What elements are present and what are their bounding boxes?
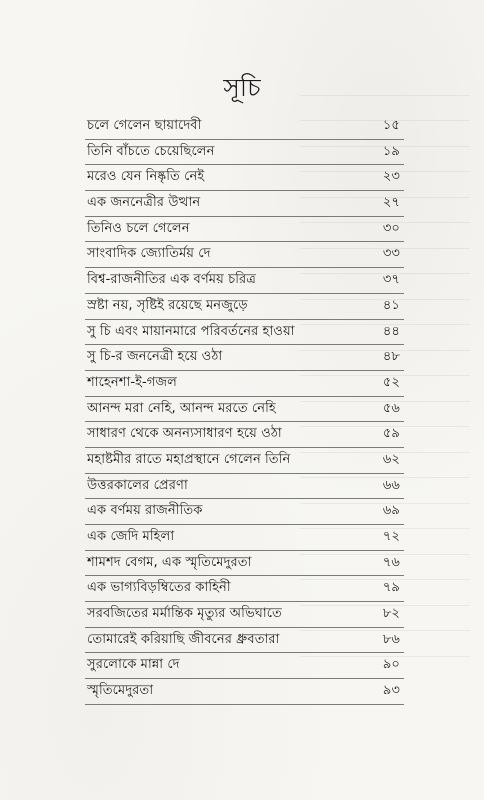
table-of-contents (85, 114, 404, 705)
toc-entry (85, 191, 404, 217)
toc-entry-page-number: ৭৯ (382, 580, 400, 596)
toc-entry-title: মহাষ্টমীর রাতে মহাপ্রস্থানে গেলেন তিনি (87, 451, 291, 467)
toc-entry-title: সু চি-র জননেত্রী হয়ে ওঠা (87, 349, 223, 365)
toc-entry-title: শামশদ বেগম, এক স্মৃতিমেদুরতা (87, 554, 252, 570)
toc-entry (85, 268, 404, 294)
toc-entry-page-number: ৫৬ (382, 400, 400, 416)
toc-entry-title: সুরলোকে মান্না দে (87, 657, 180, 673)
toc-entry (85, 165, 404, 191)
page-title: সূচি (223, 73, 261, 102)
toc-entry-page-number: ৩৩ (382, 246, 400, 262)
toc-entry (85, 628, 404, 654)
toc-entry-page-number: ৪৮ (382, 349, 400, 365)
toc-entry-title: স্মৃতিমেদুরতা (87, 683, 154, 699)
toc-entry-title: এক জেদি মহিলা (87, 529, 175, 544)
toc-entry (85, 320, 404, 346)
toc-entry-page-number: ৯০ (382, 657, 400, 673)
toc-entry-page-number: ৪৪ (382, 323, 400, 339)
toc-entry-title: এক ভাগ্যবিড়ম্বিতের কাহিনী (87, 580, 231, 596)
toc-entry-page-number: ৮২ (382, 606, 400, 622)
toc-entry (85, 217, 404, 243)
toc-entry-title: তিনি বাঁচতে চেয়েছিলেন (87, 143, 215, 159)
toc-entry-page-number: ৯৩ (382, 683, 400, 699)
toc-entry-title: এক বর্ণময় রাজনীতিক (87, 503, 203, 519)
toc-entry-title: সু চি এবং মায়ানমারে পরিবর্তনের হাওয়া (87, 323, 295, 339)
toc-entry (85, 679, 404, 705)
toc-entry-title: মরেও যেন নিষ্কৃতি নেই (87, 169, 205, 185)
toc-entry-page-number: ৬৯ (382, 503, 400, 519)
toc-entry (85, 653, 404, 679)
toc-entry-page-number: ৭২ (382, 529, 400, 544)
toc-entry-page-number: ১৫ (382, 118, 400, 133)
toc-entry-title: বিশ্ব-রাজনীতির এক বর্ণময় চরিত্র (87, 272, 256, 288)
toc-entry (85, 345, 404, 371)
toc-entry (85, 576, 404, 602)
toc-entry-title: তিনিও চলে গেলেন (87, 220, 190, 236)
toc-entry (85, 114, 404, 140)
toc-entry (85, 294, 404, 320)
toc-entry-page-number: ৫২ (382, 374, 400, 390)
toc-entry-page-number: ১৯ (382, 143, 400, 159)
toc-entry-page-number: ২৩ (382, 169, 400, 185)
toc-entry (85, 448, 404, 474)
toc-entry-title: স্রষ্টা নয়, সৃষ্টিই রয়েছে মনজুড়ে (87, 297, 248, 313)
toc-entry-page-number: ৪১ (382, 297, 400, 313)
toc-entry-title: শাহেনশা-ই-গজল (87, 374, 177, 390)
toc-entry-title: চলে গেলেন ছায়াদেবী (87, 118, 202, 133)
toc-entry (85, 140, 404, 166)
toc-entry-page-number: ৫৯ (382, 426, 400, 442)
toc-entry-page-number: ৮৬ (382, 631, 400, 647)
toc-entry (85, 551, 404, 577)
toc-entry (85, 474, 404, 500)
toc-entry-title: সাংবাদিক জ্যোতির্ময় দে (87, 246, 211, 262)
toc-entry-title: আনন্দ মরা নেহি, আনন্দ মরতে নেহি (87, 400, 276, 416)
toc-entry-page-number: ৩০ (382, 220, 400, 236)
toc-entry-title: তোমারেই করিয়াছি জীবনের ধ্রুবতারা (87, 631, 280, 647)
toc-entry-page-number: ৬৬ (382, 477, 400, 493)
toc-entry-page-number: ৩৭ (382, 272, 400, 288)
toc-entry (85, 397, 404, 423)
toc-entry-title: সাধারণ থেকে অনন্যসাধারণ হয়ে ওঠা (87, 426, 282, 442)
toc-entry-title: এক জননেত্রীর উত্থান (87, 195, 201, 211)
toc-entry-page-number: ২৭ (382, 195, 400, 211)
toc-entry-title: উত্তরকালের প্রেরণা (87, 477, 188, 493)
toc-entry-page-number: ৬২ (382, 451, 400, 467)
toc-entry (85, 602, 404, 628)
toc-entry (85, 499, 404, 525)
toc-entry (85, 242, 404, 268)
toc-entry-title: সরবজিতের মর্মান্তিক মৃত্যুর অভিঘাতে (87, 606, 282, 622)
toc-entry (85, 422, 404, 448)
toc-entry (85, 525, 404, 551)
toc-entry (85, 371, 404, 397)
toc-entry-page-number: ৭৬ (382, 554, 400, 570)
